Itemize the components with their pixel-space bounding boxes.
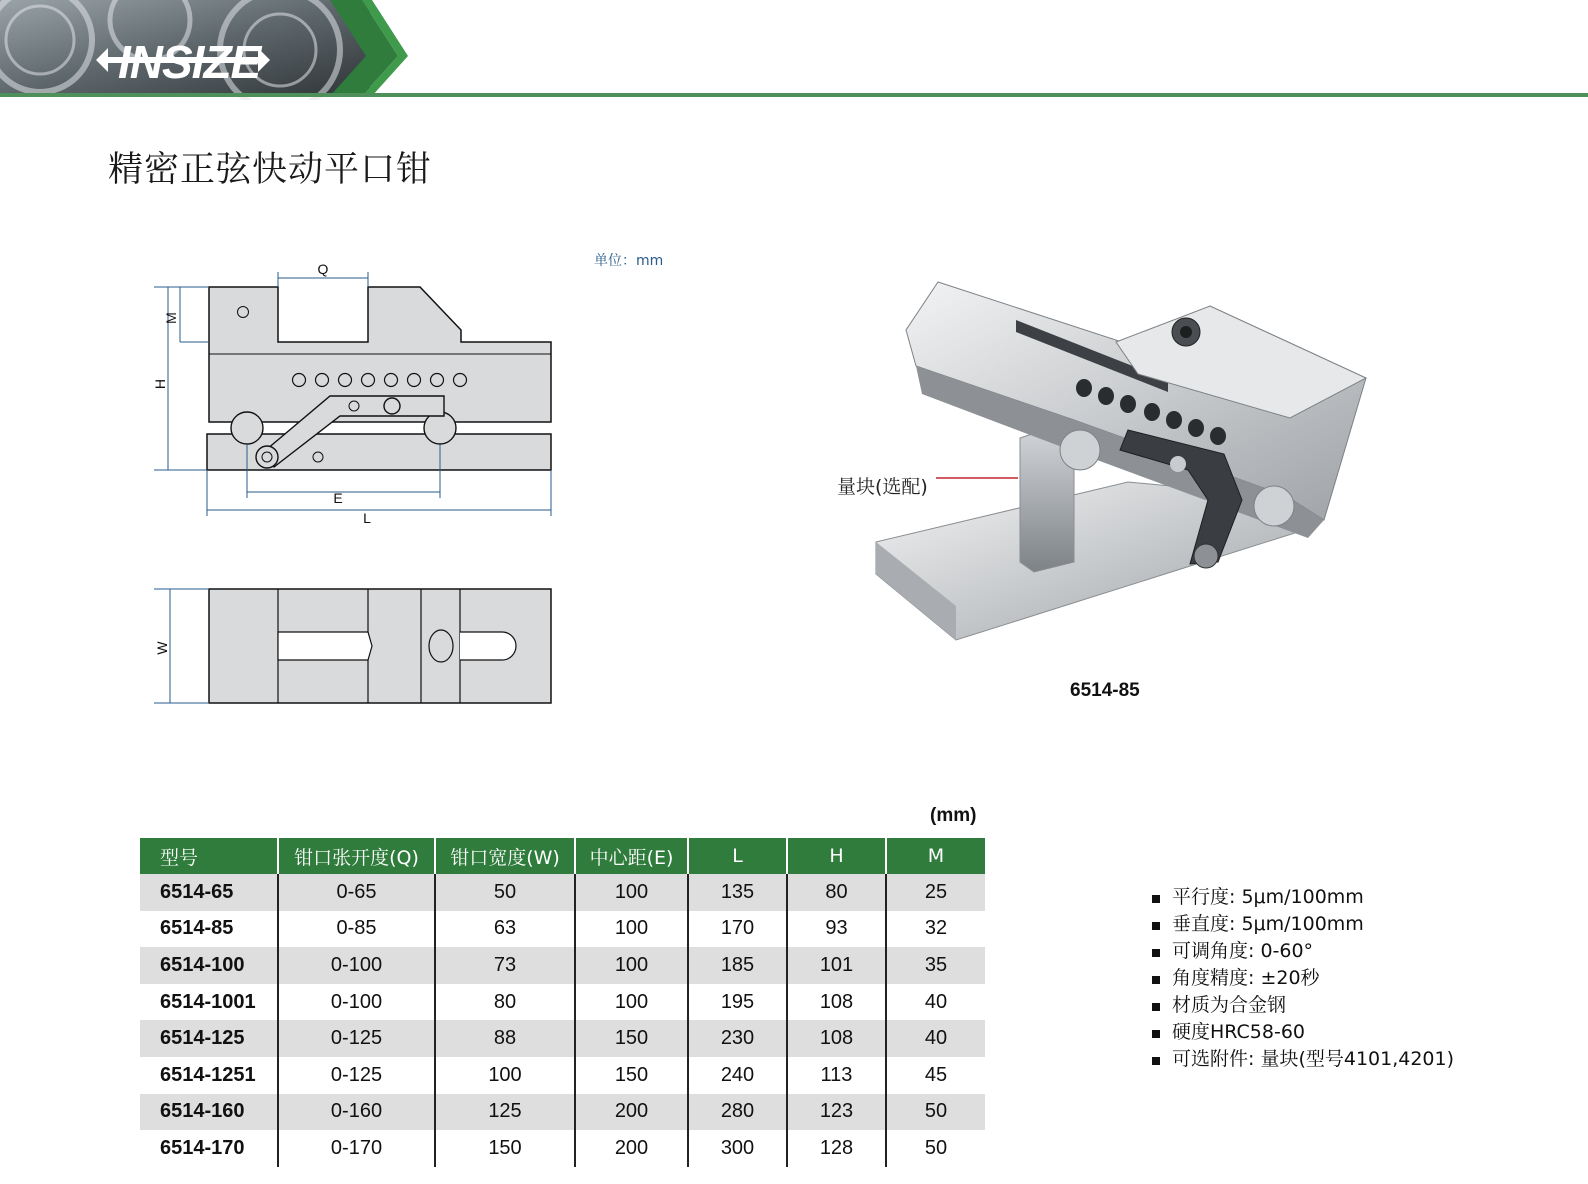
cell-e: 100 [575,874,688,911]
cell-model: 6514-1251 [160,1063,256,1086]
cell-m: 35 [886,947,985,984]
jaw-slot [278,632,372,660]
cell-h: 128 [787,1130,886,1167]
feature-item: 平行度: 5μm/100mm [1154,884,1454,911]
cell-e: 100 [575,947,688,984]
cell-l: 195 [688,984,787,1021]
dim-label-l: L [363,510,371,526]
spec-table [140,838,985,1167]
feature-item: 角度精度: ±20秒 [1154,965,1454,992]
header-m: M [886,838,985,874]
cell-h: 123 [787,1094,886,1131]
cell-w: 63 [435,911,575,948]
dim-label-w: W [154,641,170,655]
feature-list [1154,884,1454,1073]
cell-model: 6514-65 [140,874,278,911]
cell-m: 50 [886,1130,985,1167]
cell-w: 80 [435,984,575,1021]
logo-text: INSIZE [118,36,261,88]
product-photo [838,270,1398,660]
cell-e: 150 [575,1020,688,1057]
cell-q: 0-160 [278,1094,435,1131]
cell-w: 73 [435,947,575,984]
cell-l: 185 [688,947,787,984]
cell-model: 6514-170 [160,1136,245,1159]
feature-item: 硬度HRC58-60 [1154,1019,1454,1046]
photo-callout: 量块(选配) [837,476,928,498]
cell-m: 40 [886,984,985,1021]
cell-q: 0-65 [278,874,435,911]
header-rule [0,93,1588,97]
cell-w: 125 [435,1094,575,1131]
cell-h: 113 [787,1057,886,1094]
header-banner [0,0,1588,100]
cell-model: 6514-85 [160,917,234,940]
dim-label-e: E [333,490,343,506]
cell-m: 40 [886,1020,985,1057]
cell-e: 200 [575,1094,688,1131]
cell-model: 6514-160 [140,1094,278,1131]
cell-h: 108 [787,984,886,1021]
table-row [140,1020,985,1057]
feature-item: 可选附件: 量块(型号4101,4201) [1154,1046,1454,1073]
cell-m: 45 [886,1057,985,1094]
cell-q: 0-125 [278,1057,435,1094]
table-row [140,947,985,984]
header-l: L [688,838,787,874]
cell-h: 108 [787,1020,886,1057]
table-row [140,874,985,911]
dim-label-q: Q [317,262,329,277]
header-jaw-width: 钳口宽度(W) [435,838,575,874]
side-view-drawing [150,262,570,532]
cell-q: 0-85 [278,911,435,948]
cell-m: 25 [886,874,985,911]
table-row [140,984,985,1021]
cell-q: 0-170 [278,1130,435,1167]
cell-model: 6514-1001 [160,990,256,1013]
photo-model-label: 6514-85 [1070,680,1140,701]
cell-l: 230 [688,1020,787,1057]
cell-h: 93 [787,911,886,948]
cell-m: 32 [886,911,985,948]
cell-w: 100 [435,1057,575,1094]
cell-model: 6514-100 [140,947,278,984]
cell-w: 150 [435,1130,575,1167]
table-row [140,1130,985,1167]
header-jaw-opening: 钳口张开度(Q) [278,838,435,874]
rear-slot [460,632,516,660]
cell-q: 0-125 [278,1020,435,1057]
cell-h: 101 [787,947,886,984]
table-row [140,911,985,948]
dim-label-h: H [152,378,168,390]
cell-e: 100 [575,984,688,1021]
table-header-row [140,838,985,874]
top-view-drawing [150,584,570,714]
unit-note: 单位：mm [594,253,664,269]
cell-h: 80 [787,874,886,911]
feature-item: 垂直度: 5μm/100mm [1154,911,1454,938]
header-center-distance: 中心距(E) [575,838,688,874]
header-h: H [787,838,886,874]
table-row [140,1057,985,1094]
cell-m: 50 [886,1094,985,1131]
table-row [140,1094,985,1131]
cell-q: 0-100 [278,947,435,984]
cell-e: 100 [575,911,688,948]
cell-l: 300 [688,1130,787,1167]
cell-l: 170 [688,911,787,948]
page-title: 精密正弦快动平口钳 [108,150,433,190]
cell-l: 135 [688,874,787,911]
feature-item: 可调角度: 0-60° [1154,938,1454,965]
cell-e: 200 [575,1130,688,1167]
cell-l: 240 [688,1057,787,1094]
cell-q: 0-100 [278,984,435,1021]
dim-label-m: M [163,312,179,324]
cell-w: 50 [435,874,575,911]
cell-model: 6514-125 [140,1020,278,1057]
table-unit: (mm) [930,805,977,826]
header-model: 型号 [140,838,278,874]
cell-l: 280 [688,1094,787,1131]
cell-e: 150 [575,1057,688,1094]
cell-w: 88 [435,1020,575,1057]
feature-item: 材质为合金钢 [1154,992,1454,1019]
